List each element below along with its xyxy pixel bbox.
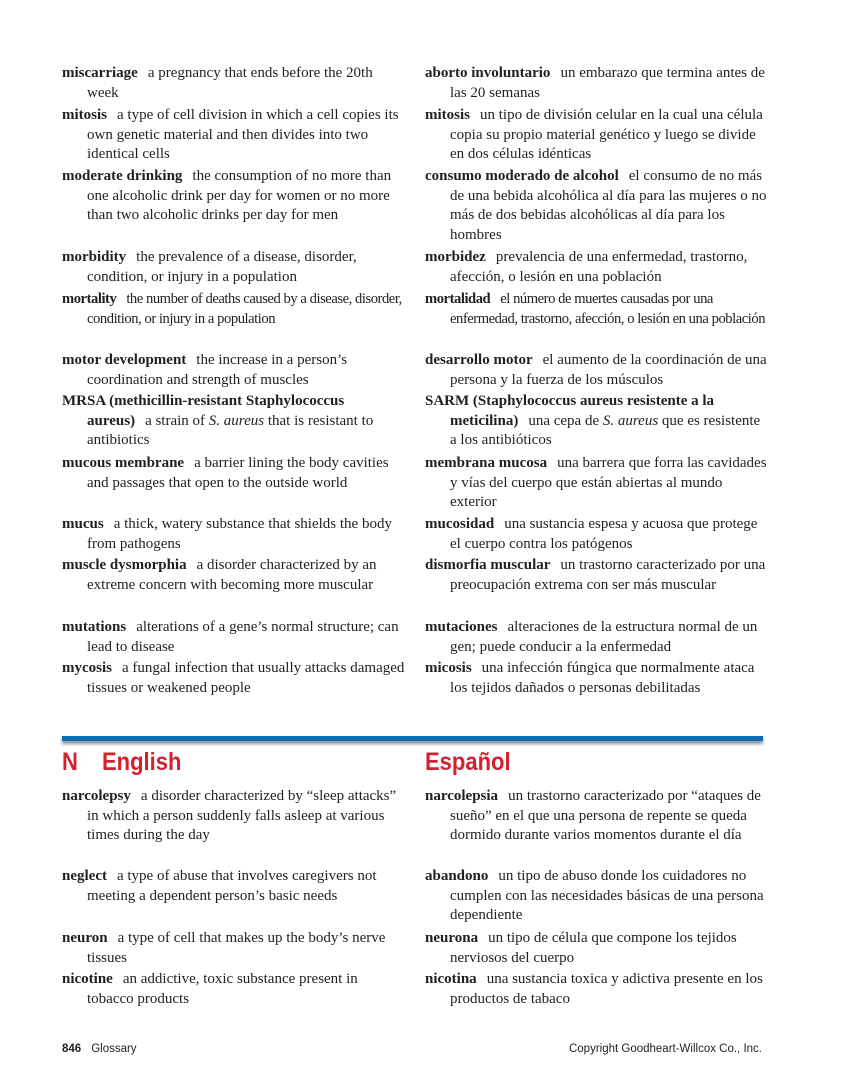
entry-term: mutaciones — [425, 619, 498, 635]
glossary-entry — [425, 167, 770, 245]
glossary-entry — [425, 351, 770, 390]
entry-definition-italic: S. aureus — [602, 412, 659, 429]
entry-definition: the number of deaths caused by a disease, disorder, condition, or injury in a population — [87, 291, 402, 327]
glossary-entry — [62, 351, 407, 390]
entry-term: mycosis — [62, 660, 112, 676]
entry-definition: una sustancia espesa y acuosa que protege el cuerpo contra los patógenos — [450, 516, 758, 552]
entry-definition: a type of abuse that involves caregivers not meeting a dependent person’s basic needs — [87, 868, 377, 904]
glossary-entry — [425, 248, 770, 287]
entry-definition: alterations of a gene’s normal structure; can lead to disease — [87, 619, 399, 655]
glossary-entry — [62, 970, 407, 1009]
glossary-entry — [62, 454, 407, 493]
entry-definition: a barrier lining the body cavities and passages that open to the outside world — [87, 455, 389, 491]
entry-definition: a strain of — [145, 412, 209, 429]
entry-definition: un tipo de división celular en la cual una célula copia su propio material genético y luego se divide en dos células idénticas — [450, 107, 763, 163]
entry-term: SARM (Staphylococcus aureus resistente a la meticilina) — [425, 393, 715, 429]
entry-term: muscle dysmorphia — [62, 557, 187, 573]
entry-definition: the prevalence of a disease, disorder, condition, or injury in a population — [87, 249, 357, 285]
glossary-entry — [62, 929, 407, 968]
entry-definition: the consumption of no more than one alcoholic drink per day for women or no more than two alcoholic drinks per day for men — [87, 168, 392, 224]
entry-definition: el número de muertes causadas por una enfermedad, trastorno, afección, o lesión en una población — [450, 291, 766, 327]
glossary-entry — [425, 392, 770, 451]
glossary-entry — [425, 290, 770, 329]
entry-term: desarrollo motor — [425, 352, 533, 368]
entry-term: narcolepsia — [425, 788, 499, 804]
entry-definition: a pregnancy that ends before the 20th week — [87, 65, 373, 101]
glossary-entry — [62, 515, 407, 554]
entry-definition-italic: S. aureus — [208, 412, 265, 429]
glossary-entry — [62, 64, 407, 103]
entry-definition: un tipo de célula que compone los tejidos nerviosos del cuerpo — [450, 930, 737, 966]
entry-term: mucus — [62, 516, 104, 532]
entry-definition: una sustancia toxica y adictiva presente en los productos de tabaco — [450, 971, 763, 1007]
entry-term: mutations — [62, 619, 127, 635]
copyright: Copyright Goodheart-Willcox Co., Inc. — [568, 1043, 762, 1055]
entry-definition-end: that is resistant to antibiotics — [87, 412, 374, 449]
glossary-entry — [425, 454, 770, 513]
spanish-header: Español — [425, 748, 511, 776]
entry-definition: un tipo de abuso donde los cuidadores no cumplen con las necesidades básicas de una persona dependiente — [450, 868, 764, 924]
entry-definition: the increase in a person’s coordination and strength of muscles — [87, 352, 348, 388]
entry-definition-end: que es resistente a los antibióticos — [450, 412, 761, 449]
entry-term: morbidez — [425, 249, 486, 265]
page-number: 846 — [62, 1043, 82, 1055]
entry-definition: el aumento de la coordinación de una persona y la fuerza de los músculos — [450, 352, 767, 388]
glossary-entry — [425, 867, 770, 926]
entry-definition: un trastorno caracterizado por una preocupación extrema con ser más muscular — [450, 557, 766, 593]
glossary-entry — [62, 106, 407, 165]
entry-term: mitosis — [62, 107, 107, 123]
entry-term: morbidity — [62, 249, 127, 265]
glossary-entry — [425, 64, 770, 103]
entry-term: mucous membrane — [62, 455, 185, 471]
glossary-entry — [425, 106, 770, 165]
glossary-entry — [62, 659, 407, 698]
glossary-entry — [425, 556, 770, 595]
entry-term: narcolepsy — [62, 788, 131, 804]
entry-term: mortalidad — [425, 291, 491, 307]
glossary-entry — [425, 787, 770, 846]
glossary-entry — [425, 970, 770, 1009]
entry-term: abandono — [425, 868, 489, 884]
footer-left — [62, 1043, 137, 1055]
entry-term: micosis — [425, 660, 472, 676]
entry-definition: una infección fúngica que normalmente ataca los tejidos dañados o personas debilitadas — [450, 660, 755, 696]
glossary-entry — [62, 618, 407, 657]
entry-definition: a disorder characterized by an extreme concern with becoming more muscular — [87, 557, 377, 593]
entry-term: miscarriage — [62, 65, 138, 81]
glossary-entry — [62, 167, 407, 226]
glossary-entry — [62, 787, 407, 846]
entry-term: motor development — [62, 352, 187, 368]
entry-definition: un embarazo que termina antes de las 20 semanas — [450, 65, 765, 101]
entry-definition: a thick, watery substance that shields the body from pathogens — [87, 516, 392, 552]
glossary-entry — [62, 392, 407, 451]
english-header: English — [102, 748, 182, 776]
entry-definition: prevalencia de una enfermedad, trastorno, afección, o lesión en una población — [450, 249, 748, 285]
entry-term: membrana mucosa — [425, 455, 548, 471]
entry-term: mortality — [62, 291, 117, 307]
glossary-entry — [425, 618, 770, 657]
entry-term: consumo moderado de alcohol — [425, 168, 619, 184]
entry-term: neuron — [62, 930, 108, 946]
entry-definition: a fungal infection that usually attacks damaged tissues or weakened people — [87, 660, 405, 696]
glossary-entry — [425, 929, 770, 968]
section-divider — [62, 736, 763, 741]
entry-term: neurona — [425, 930, 479, 946]
entry-definition: una barrera que forra las cavidades y vías del cuerpo que están abiertas al mundo exterior — [450, 455, 767, 511]
entry-definition: un trastorno caracterizado por “ataques de sueño” en el que una persona de repente se queda dormido durante varios momentos durante el día — [450, 788, 761, 844]
glossary-entry — [62, 248, 407, 287]
glossary-entry — [62, 556, 407, 595]
entry-definition: a disorder characterized by “sleep attacks” in which a person suddenly falls asleep at various times during the day — [87, 788, 397, 844]
entry-term: nicotina — [425, 971, 477, 987]
entry-definition: el consumo de no más de una bebida alcohólica al día para las mujeres o no más de dos bebidas alcohólicas al día para los hombres — [450, 168, 767, 243]
entry-term: neglect — [62, 868, 107, 884]
entry-definition: una cepa de — [528, 412, 603, 429]
entry-term: mucosidad — [425, 516, 495, 532]
entry-term: aborto involuntario — [425, 65, 551, 81]
entry-definition: a type of cell that makes up the body’s nerve tissues — [87, 930, 386, 966]
glossary-entry — [425, 515, 770, 554]
entry-term: dismorfia muscular — [425, 557, 551, 573]
entry-definition: a type of cell division in which a cell copies its own genetic material and then divides into two identical cells — [87, 107, 399, 163]
glossary-entry — [62, 290, 407, 329]
entry-term: mitosis — [425, 107, 470, 123]
section-letter: N — [62, 748, 78, 776]
footer-section: Glossary — [91, 1043, 137, 1055]
entry-term: nicotine — [62, 971, 113, 987]
entry-definition: an addictive, toxic substance present in tobacco products — [87, 971, 358, 1007]
entry-definition: alteraciones de la estructura normal de un gen; puede conducir a la enfermedad — [450, 619, 758, 655]
glossary-entry — [62, 867, 407, 906]
entry-term: moderate drinking — [62, 168, 183, 184]
glossary-entry — [425, 659, 770, 698]
entry-term: MRSA (methicillin-resistant Staphylococcus aureus) — [62, 393, 345, 429]
